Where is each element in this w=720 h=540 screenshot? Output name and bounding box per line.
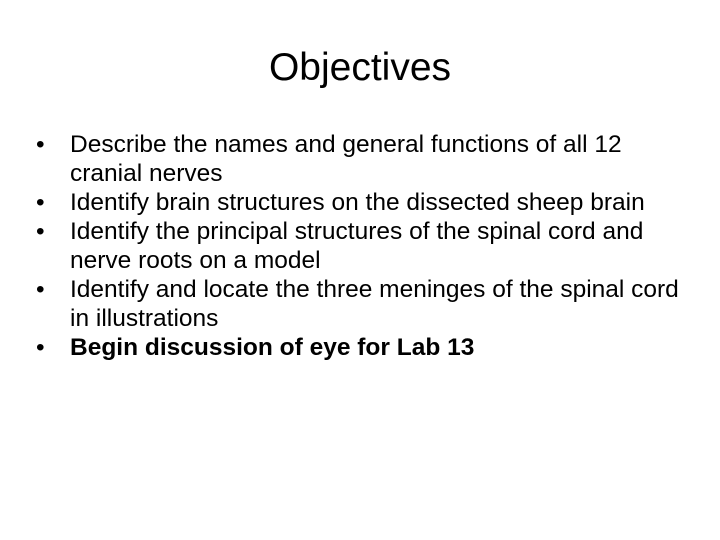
objective-item <box>36 275 686 333</box>
objective-item <box>36 130 686 188</box>
bullet-icon: • <box>36 131 45 158</box>
objectives-list <box>36 130 686 362</box>
slide-title: Objectives <box>268 46 452 89</box>
bullet-icon: • <box>36 189 45 216</box>
objective-text: Identify the principal structures of the spinal cord and nerve roots on a model <box>70 218 644 274</box>
bullet-icon: • <box>36 334 45 361</box>
bullet-icon: • <box>36 276 45 303</box>
bullet-icon: • <box>36 218 45 245</box>
objective-text: Describe the names and general functions of all 12 cranial nerves <box>70 131 622 187</box>
objective-text: Identify brain structures on the dissected sheep brain <box>70 189 645 216</box>
objective-text: Identify and locate the three meninges of the spinal cord in illustrations <box>70 276 679 332</box>
objective-text: Begin discussion of eye for Lab 13 <box>70 334 475 361</box>
objective-item-bold <box>36 333 686 362</box>
objective-item <box>36 188 686 217</box>
objective-item <box>36 217 686 275</box>
